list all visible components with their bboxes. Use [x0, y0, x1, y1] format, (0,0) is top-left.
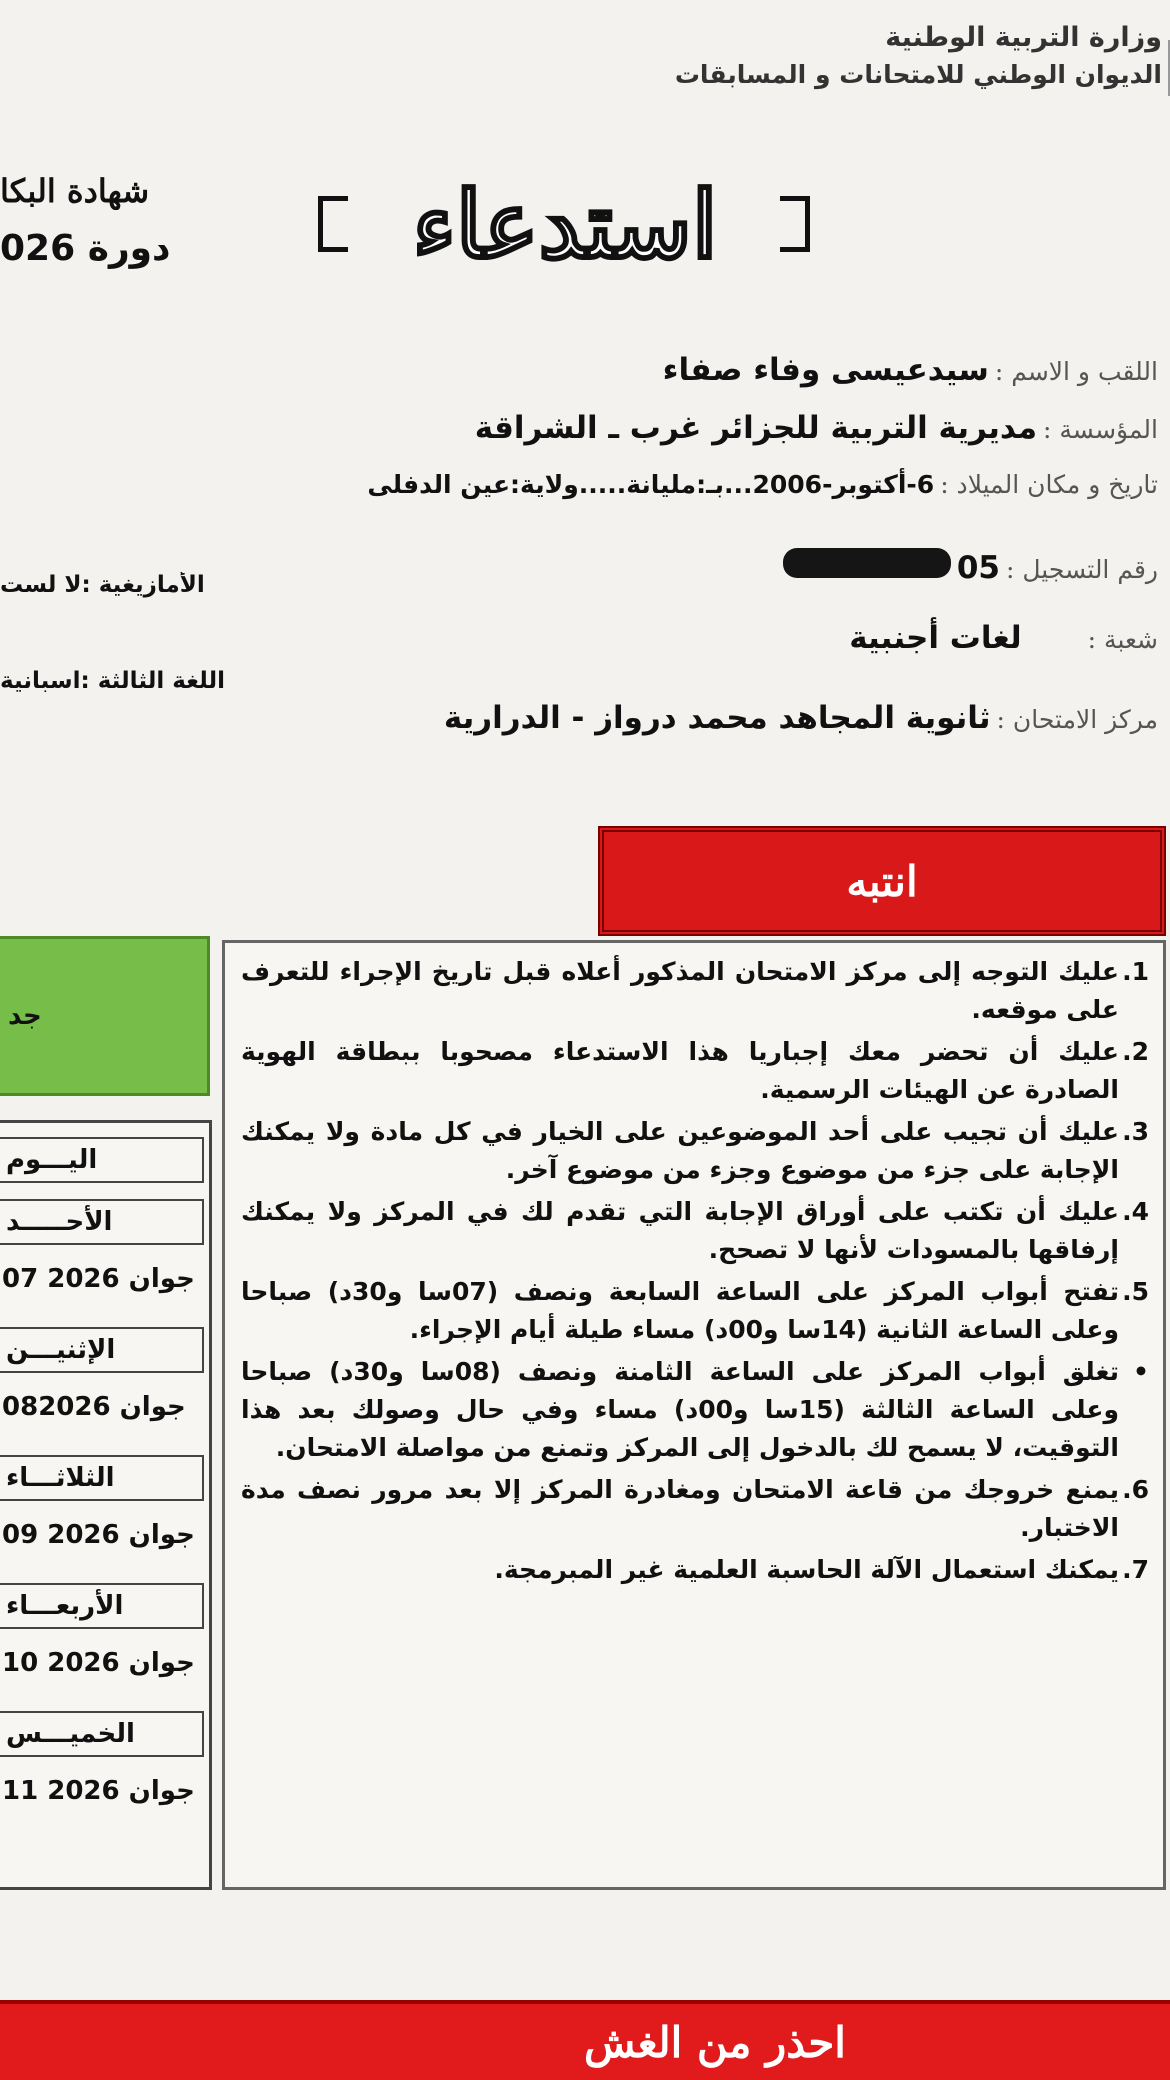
- registration-row: [791, 548, 1158, 586]
- third-language: اللغة الثالثة :اسبانية: [0, 668, 226, 694]
- name-label: اللقب و الاسم :: [994, 357, 1158, 386]
- attention-label: انتبه: [846, 856, 918, 906]
- schedule-date: 10 جوان 2026: [2, 1648, 195, 1678]
- header-divider: [1162, 40, 1170, 96]
- instructions-list: [241, 953, 1149, 1589]
- schedule-date: 07 جوان 2026: [2, 1264, 195, 1294]
- instruction-text: تغلق أبواب المركز على الساعة الثامنة ونصف (08سا و30د) صباحا وعلى الساعة الثالثة (15سا و00د) مساء وفي حال وصولك بعد هذا التوقيت، لا يسمح لك بالدخول إلى المركز وتمنع من مواصلة الامتحان.: [241, 1357, 1119, 1462]
- schedule-day: الثلاثـــاء: [0, 1455, 204, 1501]
- instruction-number: 1.: [1122, 957, 1149, 986]
- instruction-item: [241, 1471, 1149, 1547]
- registration-label: رقم التسجيل :: [1005, 555, 1158, 584]
- schedule-date: 11 جوان 2026: [2, 1776, 195, 1806]
- instruction-number: 7.: [1122, 1555, 1149, 1584]
- schedule-date: 08جوان 2026: [2, 1392, 186, 1422]
- instruction-number: •: [1133, 1357, 1149, 1386]
- schedule-day: الخميـــس: [0, 1711, 204, 1757]
- anti-cheating-banner: [0, 2000, 1170, 2080]
- schedule-day: الأربعـــاء: [0, 1583, 204, 1629]
- instruction-number: 3.: [1122, 1117, 1149, 1146]
- instruction-text: عليك أن تجيب على أحد الموضوعين على الخيار في كل مادة ولا يمكنك الإجابة على جزء من موضوع وجزء من موضوع آخر.: [241, 1117, 1119, 1184]
- instruction-item: [241, 1551, 1149, 1589]
- instruction-text: يمكنك استعمال الآلة الحاسبة العلمية غير المبرمجة.: [494, 1555, 1119, 1584]
- instruction-number: 5.: [1122, 1277, 1149, 1306]
- schedule-date: 09 جوان 2026: [2, 1520, 195, 1550]
- redaction-mark: [783, 548, 951, 578]
- birth-label: تاريخ و مكان الميلاد :: [940, 470, 1158, 499]
- instruction-text: تفتح أبواب المركز على الساعة السابعة ونصف (07سا و30د) صباحا وعلى الساعة الثانية (14سا و00د) مساء طيلة أيام الإجراء.: [241, 1277, 1120, 1344]
- birth-row: [367, 470, 1158, 499]
- exam-office-name: الديوان الوطني للامتحانات و المسابقات: [674, 60, 1162, 89]
- schedule-heading: جد: [0, 936, 210, 1096]
- instruction-text: عليك التوجه إلى مركز الامتحان المذكور أعلاه قبل تاريخ الإجراء للتعرف على موقعه.: [241, 957, 1119, 1024]
- ministry-name: وزارة التربية الوطنية: [885, 22, 1162, 53]
- institution-row: [475, 410, 1158, 446]
- anti-cheating-label: احذر من الغش: [584, 2017, 846, 2067]
- instruction-text: يمنع خروجك من قاعة الامتحان ومغادرة المركز إلا بعد مرور نصف مدة الاختبار.: [241, 1475, 1119, 1542]
- session-year: دورة 026: [0, 228, 171, 269]
- instruction-item: [241, 1193, 1149, 1269]
- institution-label: المؤسسة :: [1043, 415, 1158, 444]
- schedule-day-header: اليـــوم: [0, 1137, 204, 1183]
- schedule-day: الإثنيـــن: [0, 1327, 204, 1373]
- exam-center-row: [444, 700, 1158, 736]
- instruction-text: عليك أن تكتب على أوراق الإجابة التي تقدم لك في المركز ولا يمكنك إرفاقها بالمسودات لأنها لا تصحح.: [241, 1197, 1119, 1264]
- birth-value: 6-أكتوبر-2006...بـ:مليانة.....ولاية:عين الدفلى: [367, 470, 935, 499]
- instruction-item: [241, 1353, 1149, 1467]
- instruction-item: [241, 1033, 1149, 1109]
- instruction-number: 6.: [1122, 1475, 1149, 1504]
- branch-label: شعبة :: [1087, 625, 1158, 654]
- instructions-box: [222, 940, 1166, 1890]
- document-title: استدعاء: [412, 171, 718, 279]
- branch-value: لغات أجنبية: [849, 620, 1022, 656]
- instruction-number: 2.: [1122, 1037, 1149, 1066]
- registration-value: 05: [956, 550, 1000, 586]
- instruction-item: [241, 1273, 1149, 1349]
- instruction-item: [241, 953, 1149, 1029]
- center-label: مركز الامتحان :: [996, 705, 1158, 734]
- instruction-text: عليك أن تحضر معك إجباريا هذا الاستدعاء مصحوبا ببطاقة الهوية الصادرة عن الهيئات الرسمية.: [241, 1037, 1119, 1104]
- instruction-number: 4.: [1122, 1197, 1149, 1226]
- certificate-label: شهادة البكا: [0, 172, 150, 210]
- name-value: سيدعيسى وفاء صفاء: [662, 352, 989, 388]
- schedule-day: الأحـــــد: [0, 1199, 204, 1245]
- schedule-table: [0, 1120, 212, 1890]
- candidate-name-row: [663, 352, 1158, 388]
- center-value: ثانوية المجاهد محمد درواز - الدرارية: [443, 700, 991, 736]
- institution-value: مديرية التربية للجزائر غرب ـ الشراقة: [474, 410, 1038, 446]
- instruction-item: [241, 1113, 1149, 1189]
- amazigh-option: الأمازيغية :لا لست: [0, 572, 205, 598]
- branch-row: [849, 620, 1158, 656]
- attention-banner: [598, 826, 1166, 936]
